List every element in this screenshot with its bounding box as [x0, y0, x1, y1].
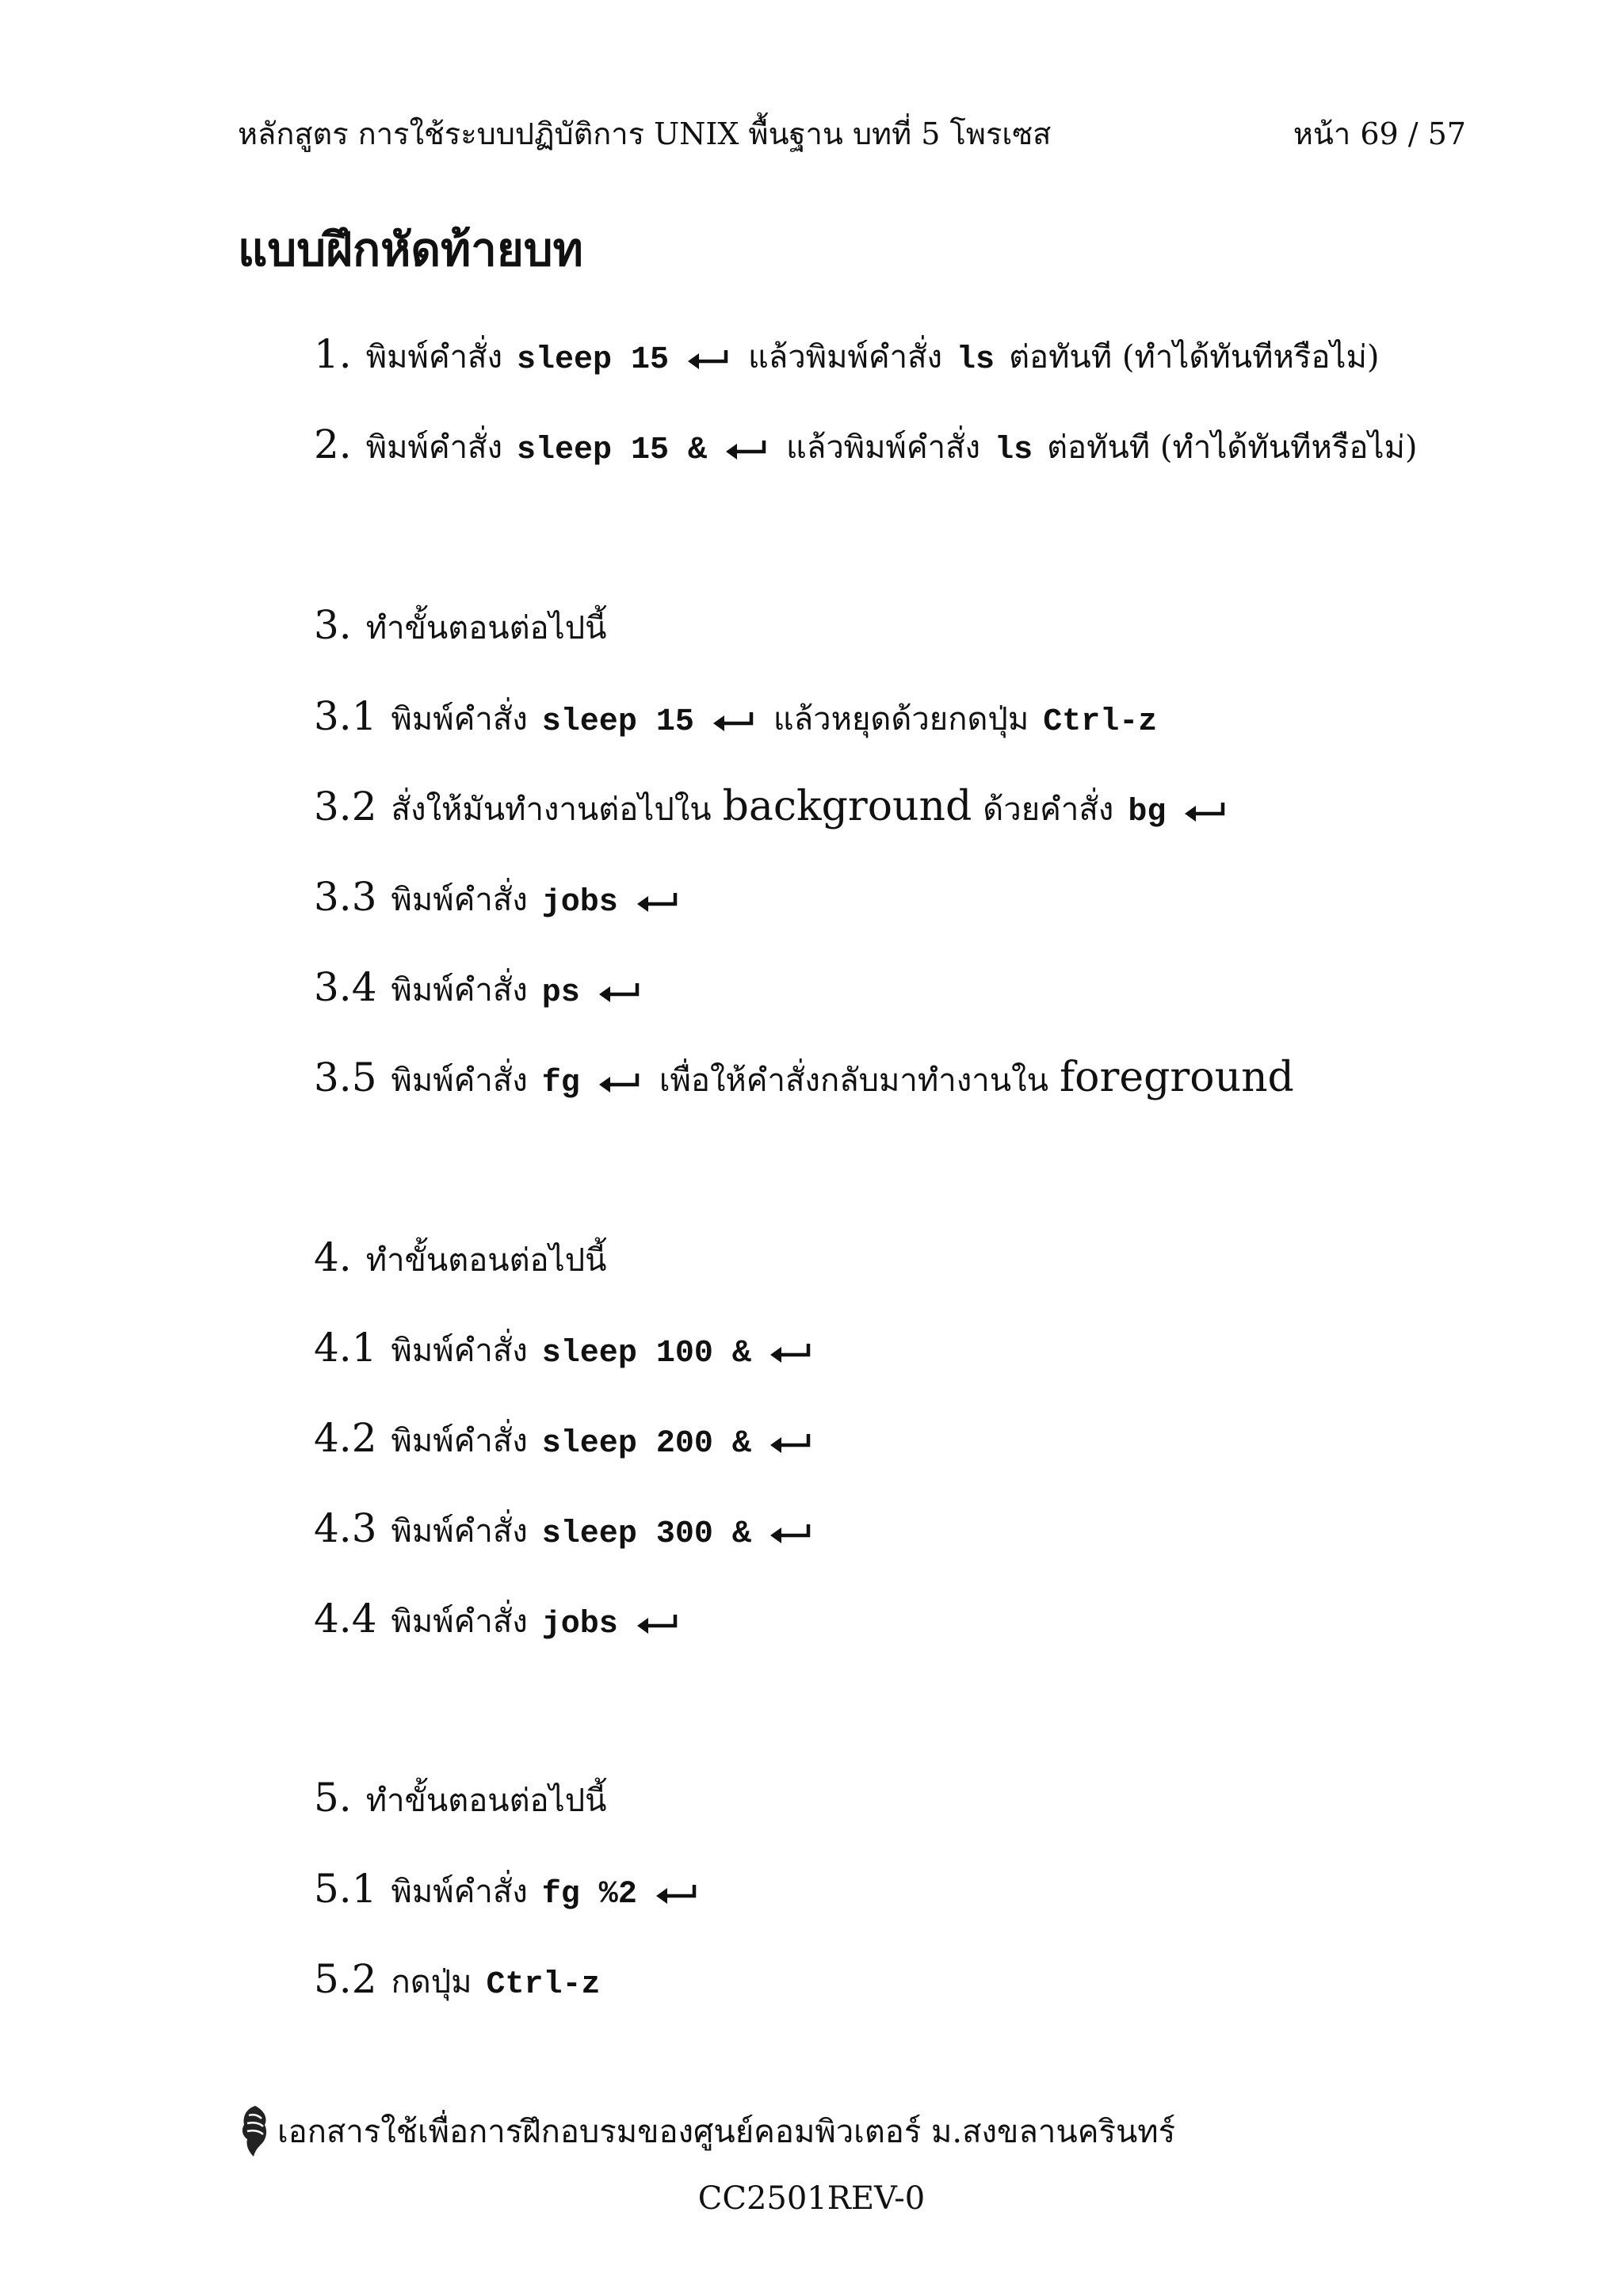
exercise-5-1	[314, 1866, 716, 1917]
item-text: ต่อทันที (ทำได้ทันทีหรือไม่)	[1009, 339, 1380, 376]
command-text: sleep 15 &	[516, 433, 708, 468]
item-text: ต่อทันที (ทำได้ทันทีหรือไม่)	[1047, 429, 1418, 466]
return-arrow-icon	[686, 347, 731, 371]
item-text: ทำขั้นตอนต่อไปนี้	[365, 610, 607, 646]
item-number: 5.	[314, 1775, 352, 1821]
item-text: สั่งให้มันทำงานต่อไปใน	[391, 791, 712, 828]
item-number: 4.3	[314, 1505, 377, 1551]
command-text: jobs	[541, 885, 618, 921]
footer-text: เอกสารใช้เพื่อการฝึกอบรมของศูนย์คอมพิวเตอร์ ม.สงขลานครินทร์	[277, 2114, 1176, 2150]
return-arrow-icon	[769, 1521, 813, 1545]
item-number: 3.5	[314, 1055, 377, 1100]
item-number: 3.1	[314, 693, 377, 739]
return-arrow-icon	[636, 1611, 680, 1635]
item-text: แล้วพิมพ์คำสั่ง	[748, 339, 943, 376]
item-number: 3.3	[314, 874, 377, 920]
return-arrow-icon	[598, 980, 642, 1004]
return-arrow-icon	[769, 1341, 813, 1364]
page-title: แบบฝึกหัดท้ายบท	[238, 223, 583, 277]
exercise-3-3	[314, 874, 697, 925]
item-text: เพื่อให้คำสั่งกลับมาทำงานใน	[659, 1062, 1048, 1099]
item-text: พิมพ์คำสั่ง	[391, 972, 528, 1009]
exercise-3	[314, 602, 606, 653]
command-text: sleep 200 &	[541, 1426, 751, 1462]
exercise-3-4	[314, 964, 659, 1015]
item-number: 2.	[314, 421, 352, 467]
return-arrow-icon	[724, 437, 769, 461]
exercise-4-3	[314, 1505, 831, 1556]
item-number: 4.1	[314, 1325, 377, 1371]
command-text: sleep 15	[516, 342, 670, 378]
item-number: 3.	[314, 602, 352, 648]
item-text: พิมพ์คำสั่ง	[391, 701, 528, 738]
item-text: ด้วยคำสั่ง	[983, 791, 1114, 828]
item-text: กดปุ่ม	[391, 1964, 472, 2000]
item-text: พิมพ์คำสั่ง	[391, 1333, 528, 1369]
item-text: ทำขั้นตอนต่อไปนี้	[365, 1242, 607, 1279]
header-course: หลักสูตร การใช้ระบบปฏิบัติการ UNIX พื้นฐาน บทที่ 5 โพรเซส	[238, 116, 1052, 151]
exercise-2	[314, 421, 1417, 472]
item-text: พิมพ์คำสั่ง	[391, 1604, 528, 1640]
return-arrow-icon	[769, 1431, 813, 1455]
command-text: bg	[1128, 795, 1167, 830]
exercise-3-5	[314, 1054, 1305, 1105]
item-text: พิมพ์คำสั่ง	[391, 882, 528, 918]
item-number: 3.2	[314, 784, 377, 830]
footer	[238, 2103, 1175, 2160]
command-text: Ctrl-z	[486, 1967, 601, 2003]
item-number: 4.2	[314, 1415, 377, 1461]
exercise-4-2	[314, 1415, 831, 1466]
command-text: jobs	[541, 1607, 618, 1642]
exercise-4	[314, 1234, 606, 1285]
return-arrow-icon	[712, 709, 756, 733]
item-number: 1.	[314, 331, 352, 377]
item-text: แล้วพิมพ์คำสั่ง	[786, 429, 981, 466]
item-number: 3.4	[314, 964, 377, 1010]
command-text: ps	[541, 975, 580, 1011]
exercise-5-2	[314, 1956, 601, 2007]
document-code: CC2501REV-0	[697, 2180, 926, 2217]
english-term: background	[722, 783, 972, 830]
item-text: พิมพ์คำสั่ง	[391, 1423, 528, 1459]
item-text: พิมพ์คำสั่ง	[391, 1062, 528, 1099]
command-text: sleep 300 &	[541, 1516, 751, 1552]
command-text: sleep 15	[541, 704, 694, 740]
command-text: ls	[995, 433, 1033, 468]
psu-logo-icon	[238, 2103, 273, 2160]
header-page-number: หน้า 69 / 57	[1293, 116, 1466, 151]
exercise-5	[314, 1775, 606, 1825]
command-text: ls	[957, 342, 995, 378]
exercise-4-4	[314, 1596, 697, 1646]
english-term: foreground	[1059, 1054, 1294, 1101]
item-text: แล้วหยุดด้วยกดปุ่ม	[773, 701, 1029, 738]
exercise-4-1	[314, 1325, 831, 1375]
command-text: Ctrl-z	[1043, 704, 1158, 740]
item-text: พิมพ์คำสั่ง	[365, 339, 502, 376]
return-arrow-icon	[598, 1070, 642, 1094]
item-number: 4.	[314, 1234, 352, 1280]
exercise-3-2	[314, 783, 1245, 834]
item-text: พิมพ์คำสั่ง	[391, 1874, 528, 1910]
command-text: sleep 100 &	[541, 1336, 751, 1371]
exercise-1	[314, 331, 1379, 382]
item-text: พิมพ์คำสั่ง	[391, 1513, 528, 1550]
command-text: fg	[541, 1066, 580, 1101]
command-text: fg %2	[541, 1877, 637, 1913]
return-arrow-icon	[1183, 799, 1228, 823]
return-arrow-icon	[636, 890, 680, 913]
item-text: พิมพ์คำสั่ง	[365, 429, 502, 466]
item-number: 5.1	[314, 1866, 377, 1912]
exercise-3-1	[314, 693, 1157, 744]
item-number: 5.2	[314, 1956, 377, 2002]
item-text: ทำขั้นตอนต่อไปนี้	[365, 1783, 607, 1819]
return-arrow-icon	[655, 1882, 699, 1905]
item-number: 4.4	[314, 1596, 377, 1642]
